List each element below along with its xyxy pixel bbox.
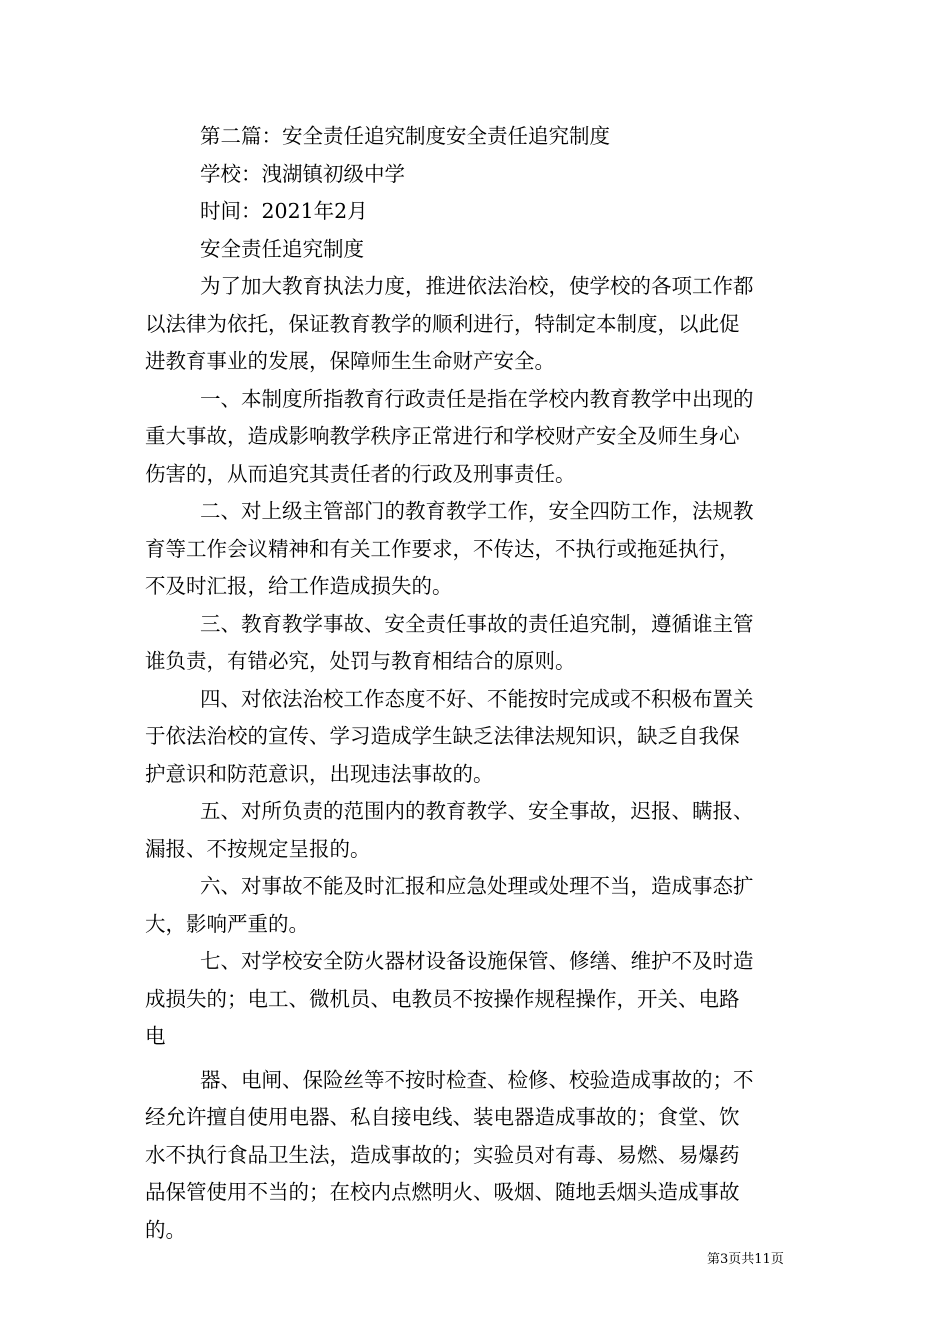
text-line: 为了加大教育执法力度，推进依法治校，使学校的各项工作都: [200, 274, 754, 298]
paragraph-clause-1: [145, 381, 807, 494]
text-line: 二、对上级主管部门的教育教学工作，安全四防工作，法规教: [200, 499, 754, 523]
text-line: 护意识和防范意识，出现违法事故的。: [145, 761, 494, 786]
paragraph-clause-7-continued: [145, 1062, 807, 1250]
text-line: 于依法治校的宣传、学习造成学生缺乏法律法规知识，缺乏自我保: [145, 724, 740, 748]
text-line: 进教育事业的发展，保障师生生命财产安全。: [145, 349, 555, 373]
paragraph-clause-6: [145, 868, 807, 943]
text-line: 品保管使用不当的；在校内点燃明火、吸烟、随地丢烟头造成事故: [145, 1180, 740, 1204]
text-line: 重大事故，造成影响教学秩序正常进行和学校财产安全及师生身心: [145, 424, 740, 448]
text-line: 电: [145, 1024, 166, 1048]
text-line: 的。: [145, 1217, 186, 1242]
text-line: 漏报、不按规定呈报的。: [145, 836, 371, 861]
text-line: 经允许擅自使用电器、私自接电线、装电器造成事故的；食堂、饮: [145, 1105, 740, 1129]
document-title: 第二篇：安全责任追究制度安全责任追究制度: [200, 124, 610, 148]
text-line: 七、对学校安全防火器材设备设施保管、修缮、维护不及时造: [200, 949, 754, 973]
text-line: 三、教育教学事故、安全责任事故的责任追究制，遵循谁主管: [200, 611, 754, 636]
text-line: 谁负责，有错必究，处罚与教育相结合的原则。: [145, 649, 576, 673]
section-subtitle: 安全责任追究制度: [200, 236, 364, 261]
paragraph-intro: [145, 268, 807, 381]
text-line: 以法律为依托，保证教育教学的顺利进行，特制定本制度，以此促: [145, 311, 740, 336]
text-line: 四、对依法治校工作态度不好、不能按时完成或不积极布置关: [200, 686, 754, 711]
paragraph-clause-7: [145, 943, 807, 1056]
text-line: 水不执行食品卫生法，造成事故的；实验员对有毒、易燃、易爆药: [145, 1142, 740, 1167]
document-page: [145, 118, 807, 1249]
paragraph-clause-2: [145, 493, 807, 606]
text-line: 器、电闸、保险丝等不按时检查、检修、校验造成事故的；不: [200, 1067, 754, 1092]
text-line: 一、本制度所指教育行政责任是指在学校内教育教学中出现的: [200, 386, 754, 411]
text-line: 六、对事故不能及时汇报和应急处理或处理不当，造成事态扩: [200, 874, 754, 898]
page-number: 第3页共11页: [707, 1252, 784, 1267]
text-line: 大，影响严重的。: [145, 911, 309, 936]
time-line: 时间：2021年2月: [200, 199, 368, 223]
text-line: 育等工作会议精神和有关工作要求，不传达，不执行或拖延执行，: [145, 536, 740, 561]
text-line: 成损失的；电工、微机员、电教员不按操作规程操作，开关、电路: [145, 986, 740, 1011]
text-line: 伤害的，从而追究其责任者的行政及刑事责任。: [145, 461, 576, 486]
paragraph-clause-3: [145, 606, 807, 681]
paragraph-clause-5: [145, 793, 807, 868]
text-line: 不及时汇报，给工作造成损失的。: [145, 574, 453, 598]
paragraph-clause-4: [145, 681, 807, 794]
text-line: 五、对所负责的范围内的教育教学、安全事故，迟报、瞒报、: [200, 799, 754, 823]
school-line: 学校：洩湖镇初级中学: [200, 161, 405, 186]
